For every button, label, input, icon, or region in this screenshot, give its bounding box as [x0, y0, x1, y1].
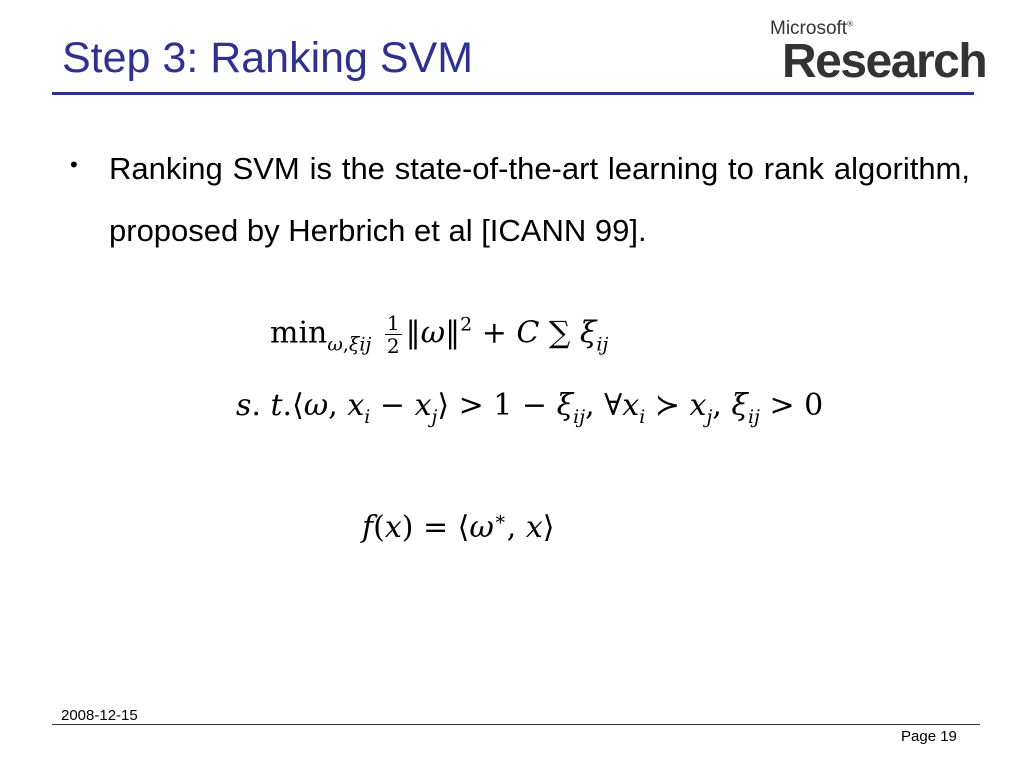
formula-constraint: s. t.⟨ω, $x_i$ − $x_j⟩ > 1 - \xi_{ij}$, $\forall x_i$ ≻ $x_j$, $\xi_{ij} > 0$ [236, 388, 824, 428]
title-divider [52, 92, 974, 95]
logo-product: Research [782, 35, 987, 88]
bullet-item: Ranking SVM is the state-of-the-art learning to rank algorithm, proposed by Herbrich et al [ICANN 99]. [109, 151, 970, 248]
formula-ranking-function: f(x) = ⟨ω∗, x⟩ [362, 508, 555, 545]
footer-date: 2008-12-15 [61, 707, 138, 724]
microsoft-research-logo [770, 18, 987, 88]
formula-objective: $\min_{\omega,\xi ij}$ $\frac{1}{2}$ ‖ω‖$^2$ + C ∑ $\xi_{ij}$ [270, 311, 609, 358]
logo-brand: Microsoft® [770, 18, 853, 39]
footer-divider [52, 724, 980, 725]
slide-title: Step 3: Ranking SVM [62, 34, 474, 82]
page-number: Page 19 [901, 728, 957, 745]
bullet-dot-icon: • [70, 152, 78, 177]
